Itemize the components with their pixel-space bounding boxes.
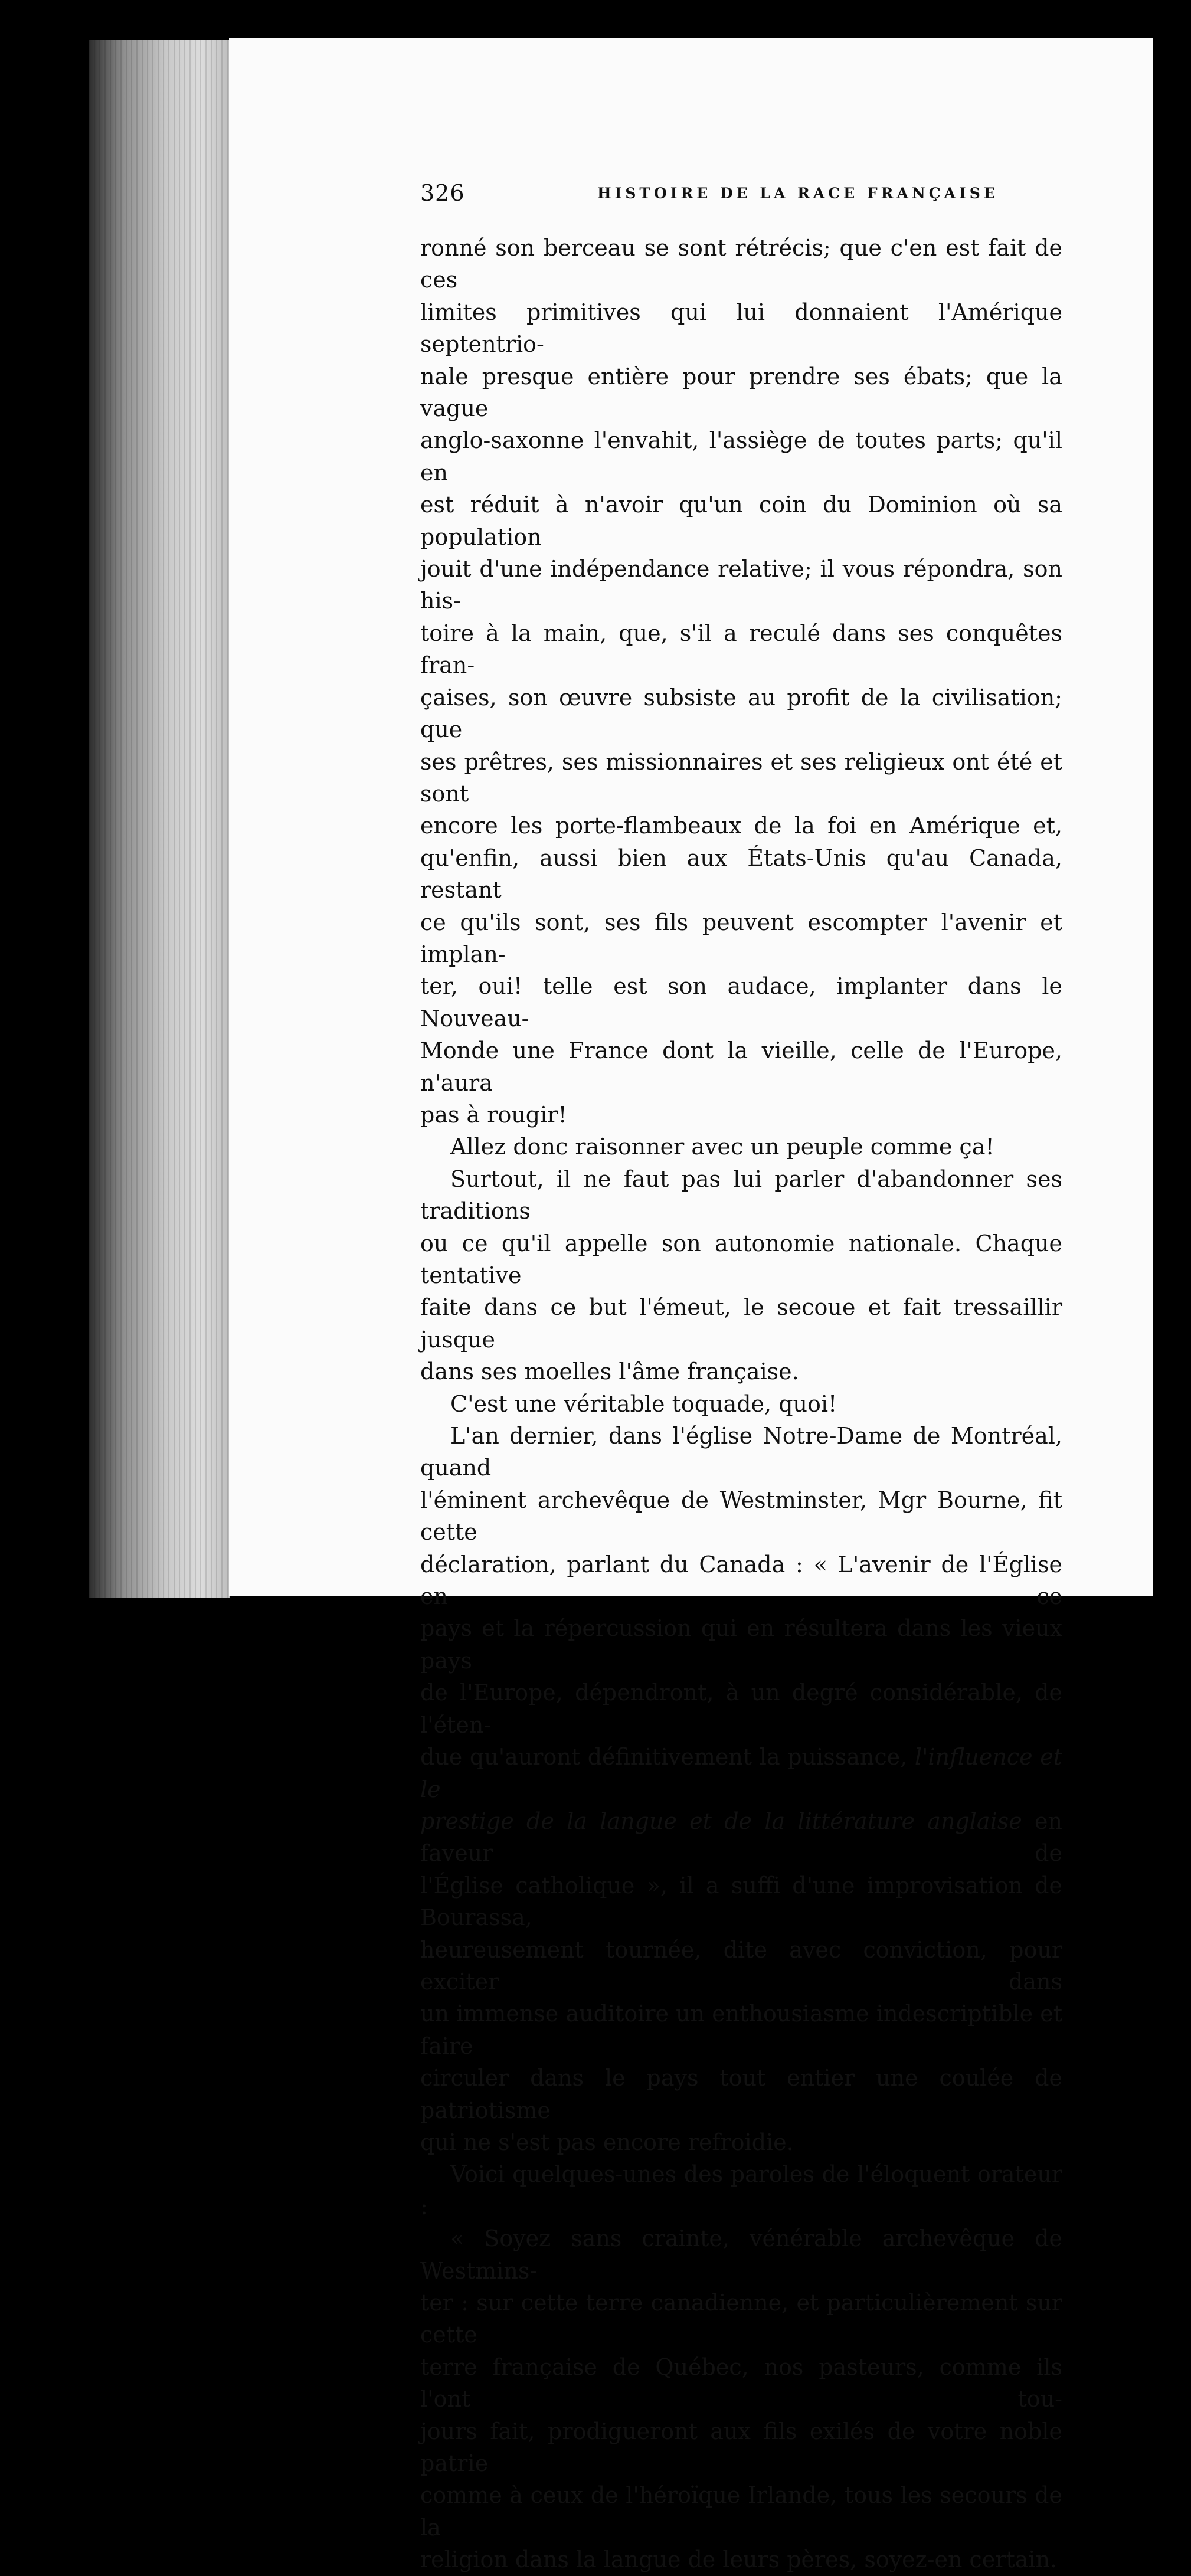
italic-quote: l'influence et le bbox=[420, 1744, 1062, 1802]
text-line: ce qu'ils sont, ses fils peuvent escompter l'avenir et implan- bbox=[420, 909, 1062, 967]
text-line bbox=[420, 1805, 1062, 1870]
text-line: C'est une véritable toquade, quoi! bbox=[450, 1390, 837, 1417]
text-line: Surtout, il ne faut pas lui parler d'abandonner ses traditions bbox=[420, 1166, 1062, 1225]
text-segment: en faveur de bbox=[420, 1808, 1062, 1867]
text-line: jouit d'une indépendance relative; il vous répondra, son his- bbox=[420, 556, 1062, 614]
text-line: jours fait, prodigueront aux fils exilés de votre noble patrie bbox=[420, 2418, 1062, 2477]
book-binding-edge bbox=[89, 40, 230, 1598]
text-segment: due qu'auront définitivement la puissance, bbox=[420, 1744, 915, 1770]
text-line: ses prêtres, ses missionnaires et ses religieux ont été et sont bbox=[420, 748, 1062, 807]
text-line: encore les porte-flambeaux de la foi en Amérique et, bbox=[420, 813, 1062, 839]
text-line: qu'enfin, aussi bien aux États-Unis qu'au Canada, restant bbox=[420, 845, 1062, 904]
text-line: heureusement tournée, dite avec conviction, pour exciter dans bbox=[420, 1936, 1062, 1995]
body-text bbox=[420, 232, 1062, 2576]
text-line: qui ne s'est pas encore refroidie. bbox=[420, 2129, 794, 2155]
page-header bbox=[420, 180, 1128, 210]
text-line: ou ce qu'il appelle son autonomie nationale. Chaque tentative bbox=[420, 1230, 1062, 1288]
text-line: L'an dernier, dans l'église Notre-Dame de Montréal, quand bbox=[420, 1423, 1062, 1481]
text-line: est réduit à n'avoir qu'un coin du Dominion où sa population bbox=[420, 492, 1062, 550]
text-line: pas à rougir! bbox=[420, 1101, 567, 1128]
text-line: un immense auditoire un enthousiasme indescriptible et faire bbox=[420, 2001, 1062, 2059]
text-line: çaises, son œuvre subsiste au profit de la civilisation; que bbox=[420, 684, 1062, 743]
text-line: Voici quelques-unes des paroles de l'éloquent orateur : bbox=[420, 2161, 1062, 2220]
text-line: Monde une France dont la vieille, celle de l'Europe, n'aura bbox=[420, 1037, 1062, 1096]
text-line: déclaration, parlant du Canada : « L'avenir de l'Église en ce bbox=[420, 1551, 1062, 1610]
text-line: circuler dans le pays tout entier une coulée de patriotisme bbox=[420, 2065, 1062, 2123]
italic-quote: prestige de la langue et de la littérature anglaise bbox=[420, 1808, 1022, 1834]
page-number: 326 bbox=[420, 180, 465, 206]
text-line bbox=[420, 1741, 1062, 1805]
text-line: « Soyez sans crainte, vénérable archevêque de Westmins- bbox=[420, 2225, 1062, 2284]
text-line: de l'Europe, dépendront, à un degré considérable, de l'éten- bbox=[420, 1680, 1062, 1738]
text-line: terre française de Québec, nos pasteurs, comme ils l'ont tou- bbox=[420, 2354, 1062, 2413]
text-line: ter : sur cette terre canadienne, et particulièrement sur cette bbox=[420, 2290, 1062, 2348]
text-line: toire à la main, que, s'il a reculé dans ses conquêtes fran- bbox=[420, 620, 1062, 679]
text-line: limites primitives qui lui donnaient l'Amérique septentrio- bbox=[420, 299, 1062, 358]
text-line: anglo-saxonne l'envahit, l'assiège de toutes parts; qu'il en bbox=[420, 427, 1062, 486]
text-line: faite dans ce but l'émeut, le secoue et fait tressaillir jusque bbox=[420, 1294, 1062, 1353]
text-line: dans ses moelles l'âme française. bbox=[420, 1359, 799, 1385]
running-title: HISTOIRE DE LA RACE FRANÇAISE bbox=[597, 185, 999, 202]
text-line: Allez donc raisonner avec un peuple comme ça! bbox=[450, 1134, 994, 1160]
text-line: nale presque entière pour prendre ses ébats; que la vague bbox=[420, 363, 1062, 422]
text-line: comme à ceux de l'héroïque Irlande, tous les secours de la bbox=[420, 2482, 1062, 2541]
text-line: religion dans la langue de leurs pères, soyez-en certain. bbox=[420, 2546, 1058, 2573]
text-line: pays et la répercussion qui en résultera dans les vieux pays bbox=[420, 1615, 1062, 1674]
text-line: ter, oui! telle est son audace, implanter dans le Nouveau- bbox=[420, 973, 1062, 1032]
text-line: ronné son berceau se sont rétrécis; que c'en est fait de ces bbox=[420, 235, 1062, 293]
text-line: l'éminent archevêque de Westminster, Mgr Bourne, fit cette bbox=[420, 1487, 1062, 1546]
text-line: l'Église catholique », il a suffi d'une improvisation de Bourassa, bbox=[420, 1872, 1062, 1931]
